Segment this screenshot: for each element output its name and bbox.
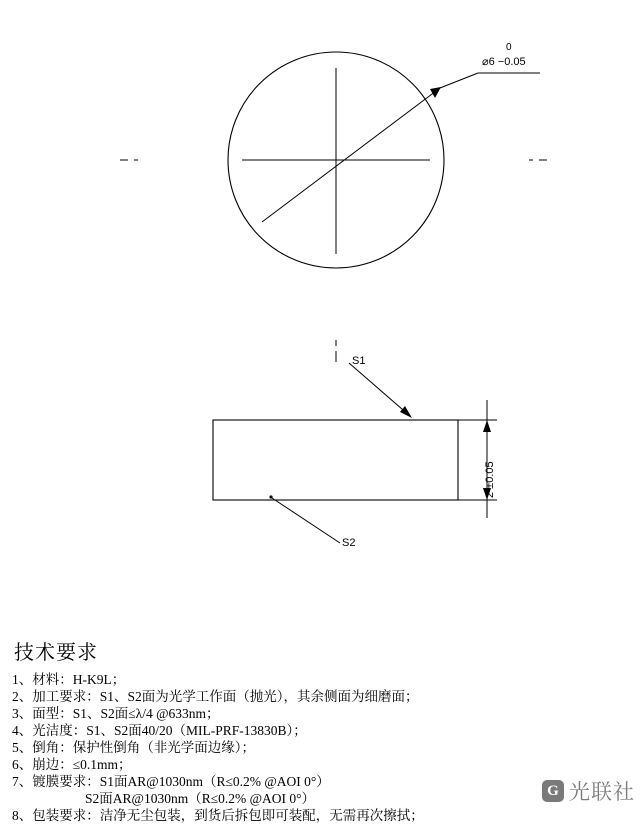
s1-arrowhead bbox=[400, 406, 412, 418]
notes-title: 技术要求 bbox=[14, 642, 98, 664]
note-subline: S2面AR@1030nm（R≤0.2% @AOI 0°） bbox=[85, 791, 316, 806]
surface-label-s1: S1 bbox=[352, 355, 366, 367]
surface-label-s2: S2 bbox=[342, 537, 356, 549]
note-line: 7、镀膜要求：S1面AR@1030nm（R≤0.2% @AOI 0°） bbox=[12, 774, 330, 789]
note-line: 6、崩边：≤0.1mm； bbox=[12, 757, 132, 772]
watermark-badge: G bbox=[542, 780, 564, 802]
diameter-tolerance-upper: 0 bbox=[506, 42, 512, 53]
side-view-rect bbox=[213, 420, 458, 500]
note-line: 1、材料：H-K9L； bbox=[12, 672, 126, 687]
technical-requirements-block bbox=[12, 636, 632, 824]
s2-leader-dot bbox=[269, 495, 272, 498]
note-line: 4、光洁度：S1、S2面40/20（MIL-PRF-13830B）； bbox=[12, 723, 307, 738]
note-line: 2、加工要求：S1、S2面为光学工作面（抛光），其余侧面为细磨面； bbox=[12, 689, 419, 704]
diameter-arrowhead bbox=[430, 87, 441, 98]
note-line: 8、包装要求：洁净无尘包装，到货后拆包即可装配，无需再次擦拭； bbox=[12, 808, 424, 823]
diameter-leader-tail bbox=[440, 73, 478, 88]
diameter-leader-line bbox=[262, 88, 440, 222]
s2-leader-line bbox=[272, 498, 340, 543]
note-line: 3、面型：S1、S2面≤λ/4 @633nm； bbox=[12, 706, 220, 721]
diameter-callout: ⌀6 −0.05 bbox=[482, 56, 526, 68]
s1-leader-line bbox=[349, 363, 410, 416]
thickness-callout: 2 ±0.05 bbox=[484, 461, 496, 498]
watermark bbox=[542, 776, 635, 806]
watermark-text: 光联社 bbox=[569, 780, 635, 804]
thickness-callout-wrap bbox=[472, 430, 496, 500]
note-line: 5、倒角：保护性倒角（非光学面边缘）； bbox=[12, 740, 255, 755]
